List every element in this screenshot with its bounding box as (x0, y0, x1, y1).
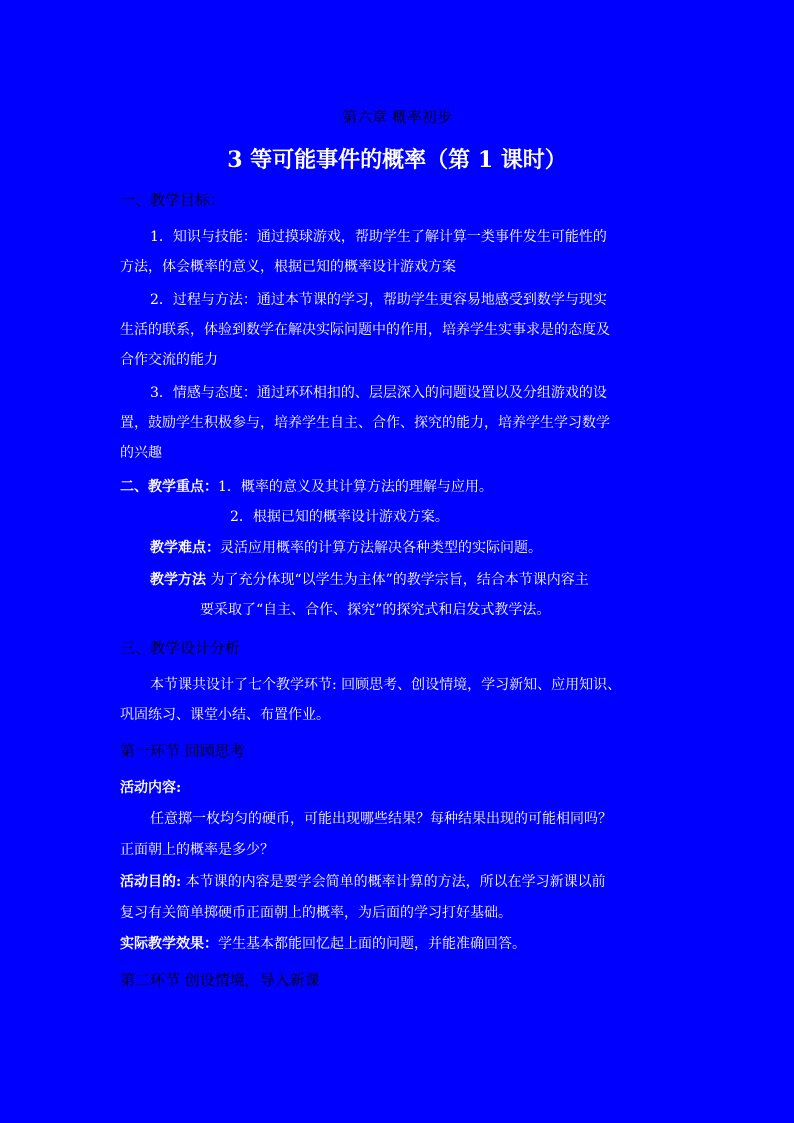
step1-heading: 第一环节 回顾思考 (120, 742, 245, 760)
design-text-a: 本节课共设计了七个教学环节: 回顾思考、创设情境，学习新知、应用知识、 (150, 677, 622, 693)
method-text-b: 要采取了“自主、合作、探究”的探究式和启发式教学法。 (200, 602, 551, 618)
objective-3-line-a: 3．情感与态度：通过环环相扣的、层层深入的问题设置以及分组游戏的设 (150, 385, 607, 401)
method-text-a: 为了充分体现“以学生为主体”的教学宗旨，结合本节课内容主 (206, 572, 589, 588)
lesson-title: 3 等可能事件的概率（第 1 课时） (227, 147, 567, 173)
difficulty-text: 灵活应用概率的计算方法解决各种类型的实际问题。 (220, 540, 542, 556)
objective-1-line-a: 1．知识与技能：通过摸球游戏，帮助学生了解计算一类事件发生可能性的 (150, 229, 607, 245)
chapter-title: 第六章 概率初步 (342, 108, 452, 126)
activity-goal-b: 复习有关简单掷硬币正面朝上的概率，为后面的学习打好基础。 (120, 905, 512, 921)
key-point-2: 2．根据已知的概率设计游戏方案。 (230, 509, 449, 525)
activity-goal-a: 本节课的内容是要学会简单的概率计算的方法，所以在学习新课以前 (181, 874, 606, 890)
effect-row (120, 934, 680, 954)
design-text-b: 巩固练习、课堂小结、布置作业。 (120, 707, 330, 723)
objective-2-line-b: 生活的联系，体验到数学在解决实际问题中的作用，培养学生实事求是的态度及 (120, 322, 610, 338)
objective-2-line-a: 2．过程与方法：通过本节课的学习，帮助学生更容易地感受到数学与现实 (150, 292, 607, 308)
objectives-heading: 一、教学目标： (120, 191, 226, 209)
method-row (150, 570, 680, 590)
objective-2-line-c: 合作交流的能力 (120, 352, 218, 368)
objective-3-line-b: 置，鼓励学生积极参与，培养学生自主、合作、探究的能力，培养学生学习数学 (120, 415, 610, 431)
key-points-label: 二、教学重点： (120, 479, 218, 495)
objective-3-line-c: 的兴趣 (120, 445, 162, 461)
activity-goal-label: 活动目的: (120, 874, 182, 890)
method-label: 教学方法 (150, 572, 206, 588)
activity-content-a: 任意掷一枚均匀的硬币，可能出现哪些结果？每种结果出现的可能相同吗？ (150, 811, 612, 827)
step2-heading: 第二环节 创设情境，导入新课 (120, 971, 320, 989)
difficulty-row (150, 538, 680, 558)
activity-content-label: 活动内容: (120, 780, 182, 796)
activity-goal-row (120, 872, 680, 892)
effect-label: 实际教学效果： (120, 936, 218, 952)
design-heading: 三、教学设计分析 (120, 639, 241, 657)
difficulty-label: 教学难点： (150, 540, 220, 556)
activity-content-b: 正面朝上的概率是多少？ (120, 842, 274, 858)
key-point-1: 1．概率的意义及其计算方法的理解与应用。 (218, 479, 493, 495)
effect-text: 学生基本都能回忆起上面的问题，并能准确回答。 (218, 936, 526, 952)
objective-1-line-b: 方法，体会概率的意义，根据已知的概率设计游戏方案 (120, 259, 456, 275)
key-points-row (120, 477, 680, 497)
